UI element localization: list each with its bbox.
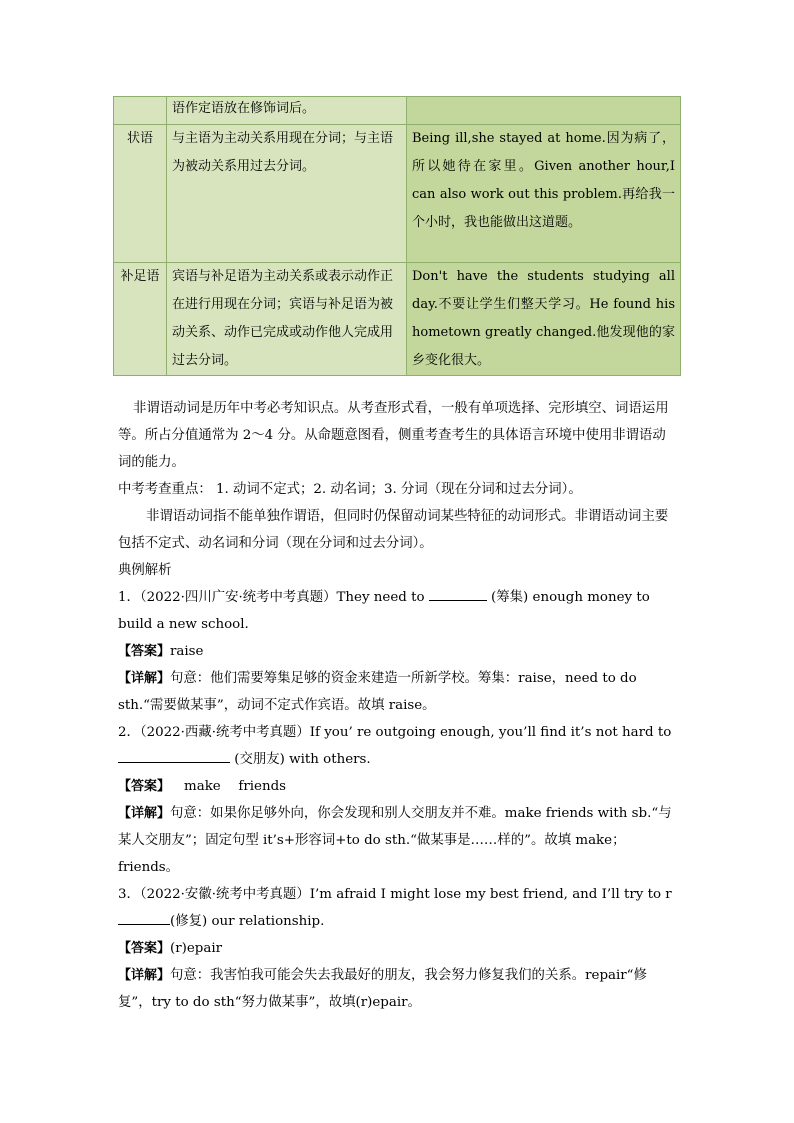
answer-3 xyxy=(118,935,678,962)
cell-text: Being ill,she stayed at home.因为病了，所以她待在家里。Given another hour,I can also work out this problem.再给我一个小时，我也能做出这道题。 xyxy=(412,131,675,230)
focus-points: 中考考查重点： 1. 动词不定式；2. 动名词；3. 分词（现在分词和过去分词）。 xyxy=(118,482,582,497)
explain-2 xyxy=(118,800,678,881)
question-stem: 2．（2022·西藏·统考中考真题）If you’ re outgoing enough, you’ll find it’s not hard to xyxy=(118,725,672,740)
row-header: 补足语 xyxy=(120,269,160,284)
answer-blank xyxy=(118,910,170,925)
table-cell xyxy=(167,125,407,263)
explain-label: 【详解】 xyxy=(118,806,171,821)
table-cell xyxy=(167,263,407,376)
explain-label: 【详解】 xyxy=(118,968,171,983)
answer-label: 【答案】 xyxy=(118,941,171,956)
grammar-table xyxy=(113,96,681,376)
answer-label: 【答案】 xyxy=(118,644,171,659)
main-content xyxy=(118,395,678,1016)
explain-text: 句意：我害怕我可能会失去我最好的朋友，我会努力修复我们的关系。repair“修复”，try to do sth“努力做某事”，故填(r)epair。 xyxy=(118,968,647,1010)
cell-text: Don't have the students studying all day.不要让学生们整天学习。He found his hometown greatly changed.他发现他的家乡变化很大。 xyxy=(412,269,675,368)
explain-1 xyxy=(118,665,678,719)
table-cell xyxy=(114,97,167,125)
explain-3 xyxy=(118,962,678,1016)
table-row xyxy=(114,125,681,263)
question-stem: 1．（2022·四川广安·统考中考真题）They need to xyxy=(118,590,429,605)
answer-text: (r)epair xyxy=(170,941,223,956)
question-1 xyxy=(118,584,678,638)
answer-1 xyxy=(118,638,678,665)
definition-paragraph: 非谓语动词指不能单独作谓语，但同时仍保留动词某些特征的动词形式。非谓语动词主要包括不定式、动名词和分词（现在分词和过去分词）。 xyxy=(118,509,669,551)
table-row xyxy=(114,97,681,125)
answer-blank xyxy=(429,586,487,601)
table-cell xyxy=(407,97,681,125)
table-cell xyxy=(167,97,407,125)
explain-label: 【详解】 xyxy=(118,671,171,686)
table-cell xyxy=(407,263,681,376)
answer-blank xyxy=(172,748,230,763)
cell-text: 语作定语放在修饰词后。 xyxy=(172,101,316,116)
cell-text: 宾语与补足语为主动关系或表示动作正在进行用现在分词；宾语与补足语为被动关系、动作已完成或动作他人完成用过去分词。 xyxy=(172,269,394,368)
question-2 xyxy=(118,719,678,773)
question-stem: (修复) our relationship. xyxy=(170,914,325,929)
answer-blank xyxy=(118,748,172,763)
table-cell xyxy=(407,125,681,263)
question-stem: 3．（2022·安徽·统考中考真题）I’m afraid I might lose my best friend, and I’ll try to r xyxy=(118,887,672,902)
question-stem: (筹集) enough money to build a new school. xyxy=(118,590,650,632)
cell-text: 与主语为主动关系用现在分词；与主语为被动关系用过去分词。 xyxy=(172,131,394,174)
answer-text: make friends xyxy=(184,779,287,794)
table-cell xyxy=(114,125,167,263)
row-header: 状语 xyxy=(126,131,153,146)
section-title: 典例解析 xyxy=(118,563,172,578)
answer-label: 【答案】 xyxy=(118,779,171,794)
table-row xyxy=(114,263,681,376)
answer-text: raise xyxy=(170,644,204,659)
explain-text: 句意：如果你足够外向，你会发现和别人交朋友并不难。make friends with sb.“与某人交朋友”；固定句型 it’s+形容词+to do sth.“做某事是……样的”。故填 make；friends。 xyxy=(118,806,672,875)
explain-text: 句意：他们需要筹集足够的资金来建造一所新学校。筹集：raise，need to do sth.“需要做某事”，动词不定式作宾语。故填 raise。 xyxy=(118,671,637,713)
question-stem: (交朋友) with others. xyxy=(230,752,371,767)
table-cell xyxy=(114,263,167,376)
question-3 xyxy=(118,881,678,935)
answer-2 xyxy=(118,773,678,800)
intro-paragraph: 非谓语动词是历年中考必考知识点。从考查形式看，一般有单项选择、完形填空、词语运用等。所占分值通常为 2～4 分。从命题意图看，侧重考查考生的具体语言环境中使用非谓语动词的能力。 xyxy=(118,401,669,470)
